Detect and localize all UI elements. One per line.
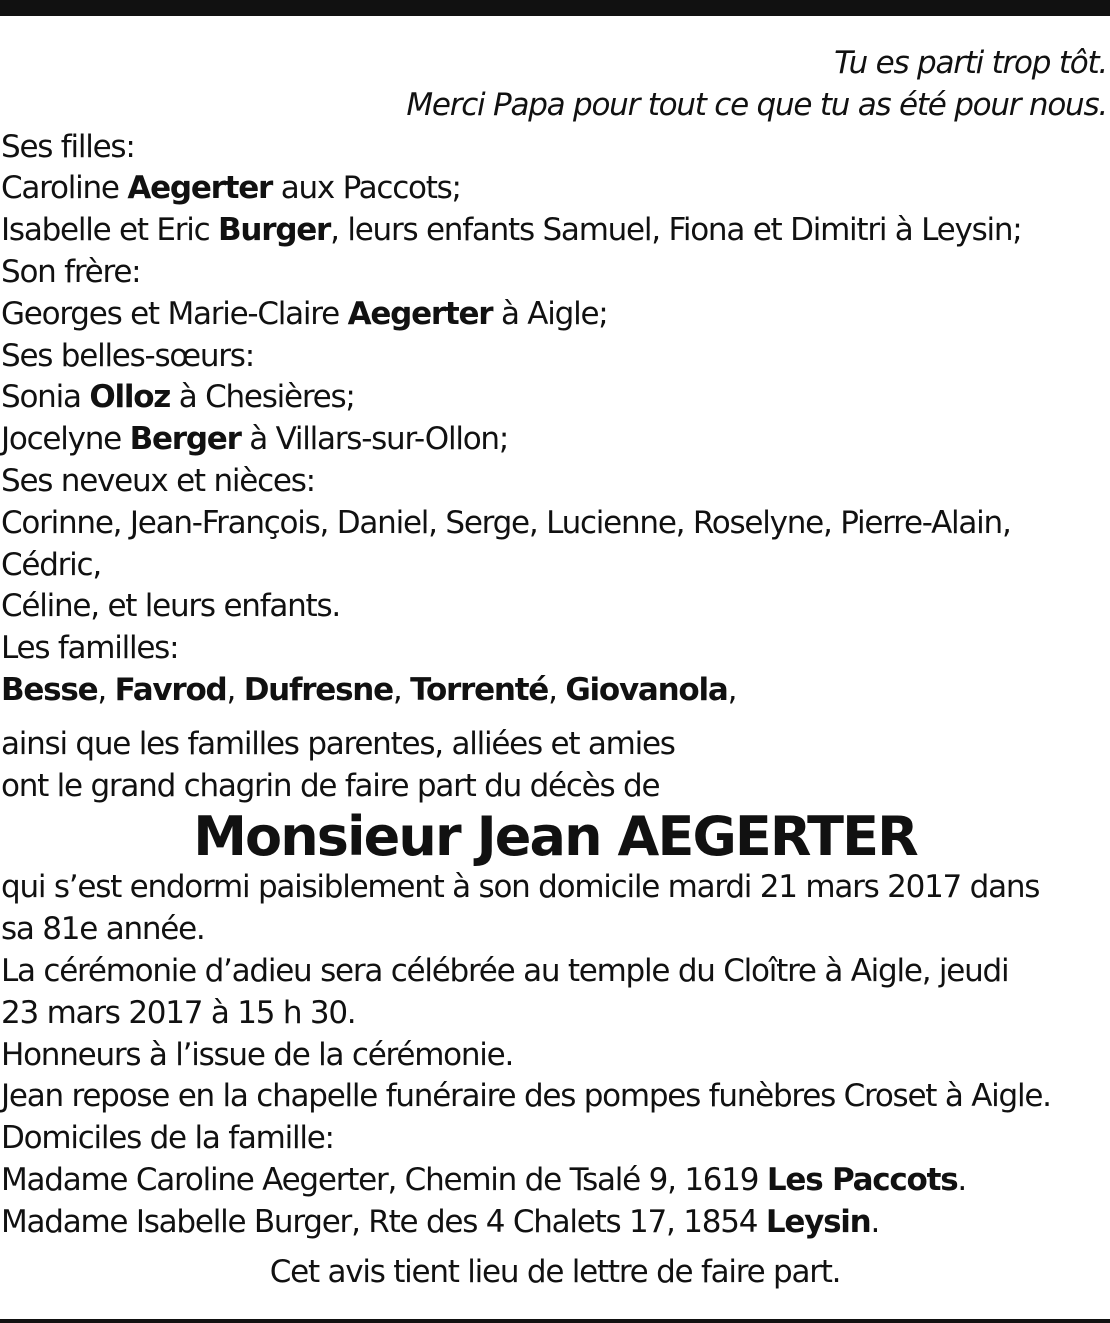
announcement-line: ainsi que les familles parentes, alliées et amies	[1, 725, 675, 762]
family-entry	[1, 377, 1109, 419]
domicile-address: Madame Isabelle Burger, Rte des 4 Chalets 17, 1854	[1, 1203, 758, 1240]
nephews-nieces-line: Céline, et leurs enfants.	[1, 588, 340, 625]
family-surname: Torrenté	[410, 671, 549, 708]
death-details-line: qui s’est endormi paisiblement à son domicile mardi 21 mars 2017 dans	[1, 869, 1040, 906]
epigraph-line: Tu es parti trop tôt.	[834, 45, 1107, 81]
entry-first-names: Caroline	[1, 170, 119, 207]
ceremony-line: 23 mars 2017 à 15 h 30.	[1, 994, 356, 1031]
sisters-in-law-heading: Ses belles-sœurs:	[1, 337, 254, 374]
family-entry	[1, 294, 1109, 336]
entry-first-names: Jocelyne	[1, 421, 121, 458]
closing-note: Cet avis tient lieu de lettre de faire part.	[269, 1253, 841, 1290]
family-surname: Giovanola	[565, 671, 728, 708]
epigraph-line: Merci Papa pour tout ce que tu as été pour nous.	[406, 86, 1107, 123]
domicile-entry: Madame Isabelle Burger, Rte des 4 Chalets 17, 1854 Leysin.	[1, 1203, 880, 1240]
entry-location: à Aigle;	[500, 295, 608, 332]
entry-surname: Berger	[129, 421, 241, 458]
entry-location: aux Paccots;	[280, 170, 461, 207]
domicile-place: Les Paccots	[766, 1161, 958, 1198]
daughters-heading: Ses filles:	[1, 128, 135, 165]
entry-surname: Olloz	[89, 379, 171, 416]
bottom-rule	[0, 1319, 1110, 1323]
family-surname: Besse	[1, 671, 98, 708]
entry-location: , leurs enfants Samuel, Fiona et Dimitri à Leysin;	[330, 212, 1022, 249]
spacer	[1, 712, 1109, 724]
brother-heading: Son frère:	[1, 253, 141, 290]
announcement-line: ont le grand chagrin de faire part du décès de	[1, 767, 660, 804]
nephews-nieces-line: Corinne, Jean-François, Daniel, Serge, Lucienne, Roselyne, Pierre-Alain, Cédric,	[1, 504, 1011, 583]
domicile-address: Madame Caroline Aegerter, Chemin de Tsalé 9, 1619	[1, 1161, 759, 1198]
honours-line: Honneurs à l’issue de la cérémonie.	[1, 1036, 514, 1073]
deceased-name: Monsieur Jean AEGERTER	[193, 805, 917, 869]
families-heading: Les familles:	[1, 630, 179, 667]
family-surname: Dufresne	[243, 671, 393, 708]
nephews-nieces-heading: Ses neveux et nièces:	[1, 462, 315, 499]
epigraph	[1, 43, 1109, 127]
rests-line: Jean repose en la chapelle funéraire des pompes funèbres Croset à Aigle.	[1, 1078, 1051, 1115]
entry-first-names: Sonia	[1, 379, 81, 416]
family-entry	[1, 168, 1109, 210]
entry-surname: Aegerter	[127, 170, 273, 207]
family-entry	[1, 419, 1109, 461]
domicile-entry: Madame Caroline Aegerter, Chemin de Tsalé 9, 1619 Les Paccots.	[1, 1161, 967, 1198]
entry-first-names: Georges et Marie-Claire	[1, 295, 339, 332]
entry-surname: Aegerter	[347, 295, 493, 332]
ceremony-line: La cérémonie d’adieu sera célébrée au temple du Cloître à Aigle, jeudi	[1, 952, 1009, 989]
family-surname: Favrod	[114, 671, 227, 708]
death-details-line: sa 81e année.	[1, 911, 205, 948]
spacer	[1, 1244, 1109, 1252]
obituary-notice	[1, 43, 1109, 1293]
entry-location: à Villars-sur-Ollon;	[249, 421, 509, 458]
family-entry	[1, 210, 1109, 252]
top-rule	[0, 0, 1110, 16]
entry-first-names: Isabelle et Eric	[1, 212, 210, 249]
families-list: Besse, Favrod, Dufresne, Torrenté, Giovanola,	[1, 671, 737, 708]
entry-surname: Burger	[218, 212, 331, 249]
entry-location: à Chesières;	[178, 379, 355, 416]
domicile-place: Leysin	[765, 1203, 871, 1240]
domiciles-heading: Domiciles de la famille:	[1, 1120, 334, 1157]
